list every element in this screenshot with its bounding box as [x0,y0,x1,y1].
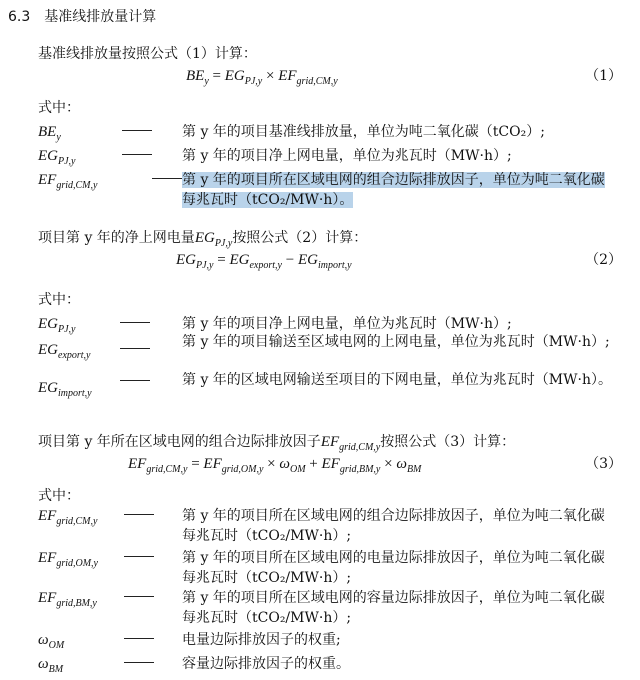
dash-separator [152,178,182,179]
dash-separator [124,514,154,515]
text-selection-highlight: 第 y 年的项目所在区域电网的组合边际排放因子，单位为吨二氧化碳每兆瓦时（tCO₂/MW·h）。 [182,172,605,208]
symbol-ef-grid-bm-y: $EF_{grid,BM,y}$ [38,590,97,609]
symbol-omega-om: $\omega_{OM}$ [38,632,65,651]
symbol-ef-grid-cm-y: $EF_{grid,CM,y}$ [38,172,98,191]
definition-text: 第 y 年的区域电网输送至项目的下网电量，单位为兆瓦时（MW·h）。 [182,372,612,388]
symbol-eg-export-y: $EG_{export,y}$ [38,342,91,361]
symbol-ef-grid-om-y: $EF_{grid,OM,y}$ [38,550,98,569]
definition-text: 第 y 年的项目输送至区域电网的上网电量，单位为兆瓦时（MW·h）; [182,334,610,350]
dash-separator [124,638,154,639]
symbol-ef-grid-cm-y: $EF_{grid,CM,y}$ [38,508,98,527]
definition-text: 第 y 年的项目所在区域电网的容量边际排放因子，单位为吨二氧化碳每兆瓦时（tCO₂/MW·h）; [182,590,605,626]
definition-text: 电量边际排放因子的权重; [182,632,341,648]
section-number: 6.3 [8,9,31,25]
equation-1: $BE_y = EG_{PJ,y} \times EF_{grid,CM,y}$ [186,68,338,87]
definition-text: 第 y 年的项目净上网电量，单位为兆瓦时（MW·h）; [182,148,512,164]
section-title: 基准线排放量计算 [44,9,157,25]
definition-text: 第 y 年的项目所在区域电网的组合边际排放因子，单位为吨二氧化碳每兆瓦时（tCO₂/MW·h）; [182,508,605,544]
where-label-1: 式中： [38,100,80,116]
definition-text-highlighted [182,170,612,210]
definition-text: 第 y 年的项目所在区域电网的电量边际排放因子，单位为吨二氧化碳每兆瓦时（tCO₂/MW·h）; [182,550,605,586]
equation-1-number: （1） [585,68,622,84]
equation-3: $EF_{grid,CM,y} = EF_{grid,OM,y} \times \omega_{OM} + EF_{grid,BM,y} \times \omega_{BM}$ [128,456,422,475]
where-label-3: 式中： [38,488,80,504]
dash-separator [122,154,152,155]
equation-3-number: （3） [585,456,622,472]
equation-2: $EG_{PJ,y} = EG_{export,y} - EG_{import,y}$ [176,252,352,271]
dash-separator [124,662,154,663]
dash-separator [124,596,154,597]
definition-text: 容量边际排放因子的权重。 [182,656,350,672]
definition-text: 第 y 年的项目基准线排放量，单位为吨二氧化碳（tCO₂）; [182,124,545,140]
symbol-be-y: $BE_y$ [38,124,61,143]
dash-separator [124,556,154,557]
equation-2-number: （2） [585,252,622,268]
symbol-eg-import-y: $EG_{import,y}$ [38,380,92,399]
intro-paragraph-2: 项目第 y 年的净上网电量$EG_{PJ,y}$按照公式（2）计算： [38,230,368,249]
definition-text: 第 y 年的项目净上网电量，单位为兆瓦时（MW·h）; [182,316,512,332]
section-heading [8,7,156,27]
dash-separator [120,322,150,323]
symbol-eg-pj-y: $EG_{PJ,y}$ [38,316,76,335]
symbol-eg-pj-y: $EG_{PJ,y}$ [38,148,76,167]
intro-paragraph-3: 项目第 y 年所在区域电网的组合边际排放因子$EF_{grid,CM,y}$按照公式（3）计算： [38,434,516,453]
where-label-2: 式中： [38,292,80,308]
dash-separator [122,130,152,131]
dash-separator [120,380,150,381]
symbol-omega-bm: $\omega_{BM}$ [38,656,64,675]
dash-separator [120,348,150,349]
intro-paragraph-1: 基准线排放量按照公式（1）计算： [38,46,257,62]
